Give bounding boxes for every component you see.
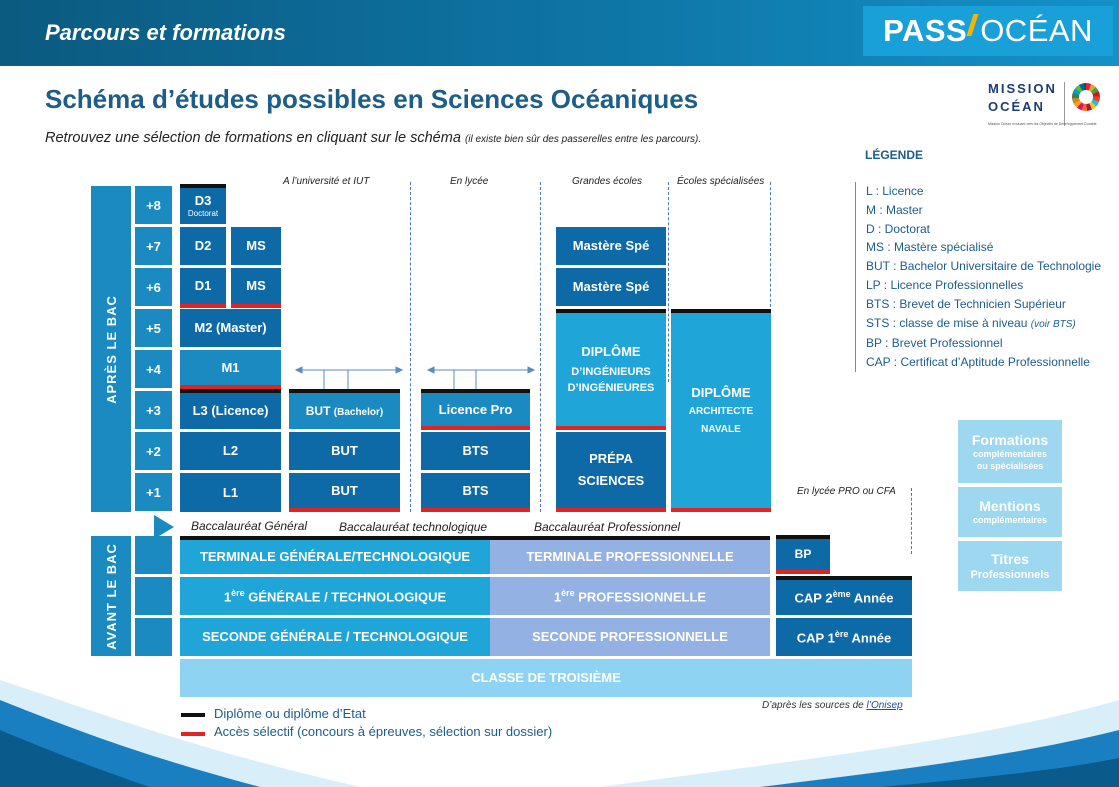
diplome-legend-text: Diplôme ou diplôme d’Etat bbox=[214, 706, 366, 721]
level-terminale-slot bbox=[135, 536, 172, 574]
l1-box[interactable]: L1 bbox=[180, 473, 281, 512]
level-plus5: +5 bbox=[135, 309, 172, 347]
column-divider bbox=[911, 488, 912, 554]
logo-bold-text: PASS bbox=[883, 13, 968, 48]
but-bachelor-box[interactable] bbox=[289, 389, 400, 429]
mastere-spe-plus7-box[interactable]: Mastère Spé bbox=[556, 227, 666, 265]
terminale-gt-box[interactable]: TERMINALE GÉNÉRALE/TECHNOLOGIQUE bbox=[180, 536, 490, 574]
seconde-gt-box[interactable]: SECONDE GÉNÉRALE / TECHNOLOGIQUE bbox=[180, 618, 490, 656]
bts-year2-box[interactable]: BTS bbox=[421, 432, 530, 470]
legend-item bbox=[866, 334, 1101, 353]
architecte-line2: ARCHITECTE bbox=[688, 406, 754, 418]
l2-box[interactable]: L2 bbox=[180, 432, 281, 470]
but-year1-box[interactable]: BUT bbox=[289, 473, 400, 512]
seconde-pro-box[interactable]: SECONDE PROFESSIONNELLE bbox=[490, 618, 770, 656]
column-header-lycee-pro: En lycée PRO ou CFA bbox=[797, 486, 896, 497]
cap2-post: Année bbox=[850, 590, 894, 606]
legend-item bbox=[866, 220, 1101, 239]
prepa-line1: PRÉPA bbox=[589, 451, 633, 467]
legend-text: L : Licence bbox=[866, 184, 924, 198]
legend-text: LP : Licence Professionnelles bbox=[866, 277, 1024, 292]
prepa-sciences-box[interactable] bbox=[556, 432, 666, 512]
source-credit bbox=[762, 700, 903, 711]
terminale-pro-box[interactable]: TERMINALE PROFESSIONNELLE bbox=[490, 536, 770, 574]
source-text: D’après les sources de bbox=[762, 700, 867, 711]
ingenieur-line2: D’INGÉNIEURS bbox=[571, 365, 651, 378]
arrow-left-icon bbox=[428, 367, 434, 373]
premiere-gt-label bbox=[224, 588, 446, 605]
avant-bac-label: AVANT LE BAC bbox=[103, 542, 119, 650]
but-year2-box[interactable]: BUT bbox=[289, 432, 400, 470]
bac-pro-label[interactable]: Baccalauréat Professionnel bbox=[534, 520, 681, 534]
cap1-label bbox=[797, 629, 891, 646]
apres-bac-label: APRÈS LE BAC bbox=[103, 294, 119, 404]
bac-techno-label[interactable]: Baccalauréat technologique bbox=[339, 520, 488, 534]
section-title: Parcours et formations bbox=[45, 20, 286, 45]
decorative-waves bbox=[0, 660, 1119, 787]
cap1-pre: CAP 1 bbox=[796, 629, 835, 645]
but-arrow-group bbox=[296, 367, 402, 389]
subtitle-text: Retrouvez une sélection de formations en cliquant sur le schéma bbox=[45, 130, 461, 146]
column-header-ecoles-specialisees: Écoles spécialisées bbox=[677, 176, 765, 187]
cap1-sup: ère bbox=[834, 628, 849, 639]
m1-box[interactable]: M1 bbox=[180, 350, 281, 389]
legend-text: STS : classe de mise à niveau bbox=[866, 315, 1031, 330]
level-plus1: +1 bbox=[135, 473, 172, 511]
formations-title: Formations bbox=[971, 431, 1049, 448]
titres-title: Titres bbox=[991, 550, 1029, 567]
premiere-gt-num: 1 bbox=[223, 588, 232, 604]
d3-label: D3 bbox=[194, 193, 212, 209]
arrow-right-icon bbox=[528, 367, 534, 373]
premiere-pro-label bbox=[554, 588, 706, 605]
legend-item bbox=[866, 353, 1101, 372]
level-plus2: +2 bbox=[135, 432, 172, 470]
cap2-label bbox=[795, 589, 894, 606]
level-plus3: +3 bbox=[135, 391, 172, 429]
mission-divider bbox=[1064, 82, 1065, 126]
ms-plus7-box[interactable]: MS bbox=[231, 227, 281, 265]
premiere-gt-sup: ère bbox=[231, 587, 245, 598]
d1-box[interactable]: D1 bbox=[180, 268, 226, 308]
l3-licence-box[interactable]: L3 (Licence) bbox=[180, 389, 281, 429]
subtitle-note: (il existe bien sûr des passerelles entre les parcours). bbox=[464, 134, 702, 145]
legend-text: D : Doctorat bbox=[866, 221, 931, 236]
sdg-wheel-icon bbox=[1072, 83, 1100, 111]
cap2-sup: ème bbox=[832, 589, 851, 600]
architecte-line1: DIPLÔME bbox=[691, 384, 751, 400]
d3-sublabel: Doctorat bbox=[187, 209, 219, 218]
onisep-link[interactable]: l’Onisep bbox=[866, 700, 903, 711]
avant-bac-bar bbox=[91, 536, 131, 656]
cap-year2-box[interactable] bbox=[776, 576, 912, 615]
column-header-universite: A l’université et IUT bbox=[283, 176, 370, 187]
premiere-pro-box[interactable] bbox=[490, 577, 770, 615]
column-header-grandes-ecoles: Grandes écoles bbox=[572, 176, 643, 187]
classe-troisieme-box[interactable]: CLASSE DE TROISIÈME bbox=[180, 659, 912, 697]
d3-doctorat-box[interactable] bbox=[180, 184, 226, 224]
bts-year1-box[interactable]: BTS bbox=[421, 473, 530, 512]
ingenieur-line1: DIPLÔME bbox=[581, 344, 641, 360]
mission-line2 bbox=[988, 98, 1045, 116]
column-divider bbox=[540, 182, 541, 512]
legend-text: BTS : Brevet de Technicien Supérieur bbox=[866, 296, 1066, 311]
cap1-post: Année bbox=[848, 629, 892, 645]
column-divider bbox=[668, 182, 669, 382]
but-bachelor-main: BUT bbox=[305, 403, 334, 418]
legend-list bbox=[855, 182, 1101, 372]
column-divider bbox=[770, 182, 771, 312]
selectif-legend-text: Accès sélectif (concours à épreuves, sélection sur dossier) bbox=[214, 724, 553, 739]
mentions-sub1: complémentaires bbox=[972, 515, 1048, 526]
d2-box[interactable]: D2 bbox=[180, 227, 226, 265]
pass-ocean-logo[interactable] bbox=[863, 6, 1113, 56]
titres-sub1: Professionnels bbox=[970, 568, 1050, 581]
premiere-gt-box[interactable] bbox=[180, 577, 490, 615]
page-title: Schéma d’études possibles en Sciences Océaniques bbox=[45, 84, 699, 114]
mentions-complementaires-button[interactable] bbox=[958, 487, 1062, 537]
diplome-architecte-navale-box[interactable] bbox=[671, 309, 771, 512]
premiere-pro-sup: ère bbox=[561, 587, 575, 598]
architecte-line3: NAVALE bbox=[701, 424, 741, 436]
level-plus8: +8 bbox=[135, 186, 172, 224]
mission-ocean-logo[interactable] bbox=[980, 80, 1105, 130]
legend-text: BP : Brevet Professionnel bbox=[866, 336, 1003, 351]
legend-item bbox=[866, 182, 1101, 201]
legend-text: BUT : Bachelor Universitaire de Technologie bbox=[866, 259, 1102, 274]
but-bachelor-label bbox=[306, 404, 383, 419]
legend-note: (voir BTS) bbox=[1030, 318, 1076, 330]
column-header-lycee: En lycée bbox=[450, 176, 489, 187]
titres-professionnels-button[interactable] bbox=[958, 541, 1062, 591]
legend-text: M : Master bbox=[866, 202, 923, 217]
legend-text: CAP : Certificat d’Aptitude Professionnelle bbox=[866, 355, 1090, 370]
apres-bac-bar bbox=[91, 186, 131, 512]
formations-sub1: complémentaires bbox=[972, 448, 1048, 459]
mission-line1 bbox=[988, 80, 1057, 98]
ocean-word: OCÉAN bbox=[988, 99, 1045, 114]
legend-text: MS : Mastère spécialisé bbox=[866, 240, 994, 255]
legend-item bbox=[866, 201, 1101, 220]
legend-title: LÉGENDE bbox=[865, 148, 924, 162]
legend-item bbox=[866, 257, 1101, 276]
cap-year1-box[interactable] bbox=[776, 618, 912, 656]
licence-pro-box[interactable]: Licence Pro bbox=[421, 389, 530, 430]
selectif-swatch bbox=[181, 732, 205, 736]
legend-item bbox=[866, 238, 1101, 257]
but-bachelor-sub: (Bachelor) bbox=[333, 406, 384, 418]
diplome-ingenieurs-box[interactable] bbox=[556, 309, 666, 430]
bac-general-label[interactable]: Baccalauréat Général bbox=[191, 519, 308, 533]
level-plus4: +4 bbox=[135, 350, 172, 388]
sdg-wheel-center bbox=[1079, 90, 1093, 104]
mission-tagline: Mission Océan évoluant vers les Objectifs de Développement Durable bbox=[988, 122, 1097, 126]
subtitle bbox=[45, 130, 701, 146]
column-divider bbox=[410, 182, 411, 512]
logo-light-text: OCÉAN bbox=[980, 13, 1093, 48]
legend-item bbox=[866, 295, 1101, 314]
ingenieur-line3: D’INGÉNIEURES bbox=[567, 381, 655, 394]
ms-plus6-box[interactable]: MS bbox=[231, 268, 281, 308]
bac-arrow-icon bbox=[154, 515, 176, 539]
passerelle-arrows bbox=[286, 362, 536, 392]
legend-item bbox=[866, 276, 1101, 295]
premiere-gt-rest: GÉNÉRALE / TECHNOLOGIQUE bbox=[244, 588, 447, 604]
level-plus7: +7 bbox=[135, 227, 172, 265]
formations-sub2: ou spécialisées bbox=[976, 460, 1044, 471]
level-seconde-slot bbox=[135, 618, 172, 656]
diplome-swatch bbox=[181, 713, 205, 717]
cap2-pre: CAP 2 bbox=[794, 590, 833, 606]
premiere-pro-num: 1 bbox=[553, 588, 562, 604]
formations-complementaires-button[interactable] bbox=[958, 420, 1062, 483]
level-plus6: +6 bbox=[135, 268, 172, 306]
legend-item bbox=[866, 314, 1101, 335]
logo-accent-mark bbox=[967, 14, 979, 36]
prepa-line2: SCIENCES bbox=[577, 473, 645, 488]
arrow-left-icon bbox=[296, 367, 302, 373]
arrow-right-icon bbox=[396, 367, 402, 373]
bp-box[interactable]: BP bbox=[776, 535, 830, 574]
m2-master-box[interactable]: M2 (Master) bbox=[180, 309, 281, 347]
level-premiere-slot bbox=[135, 577, 172, 615]
mission-word: MISSION bbox=[988, 81, 1057, 96]
mentions-title: Mentions bbox=[979, 498, 1041, 515]
lp-arrow-group bbox=[428, 367, 534, 389]
mastere-spe-plus6-box[interactable]: Mastère Spé bbox=[556, 268, 666, 306]
premiere-pro-rest: PROFESSIONNELLE bbox=[574, 588, 707, 604]
